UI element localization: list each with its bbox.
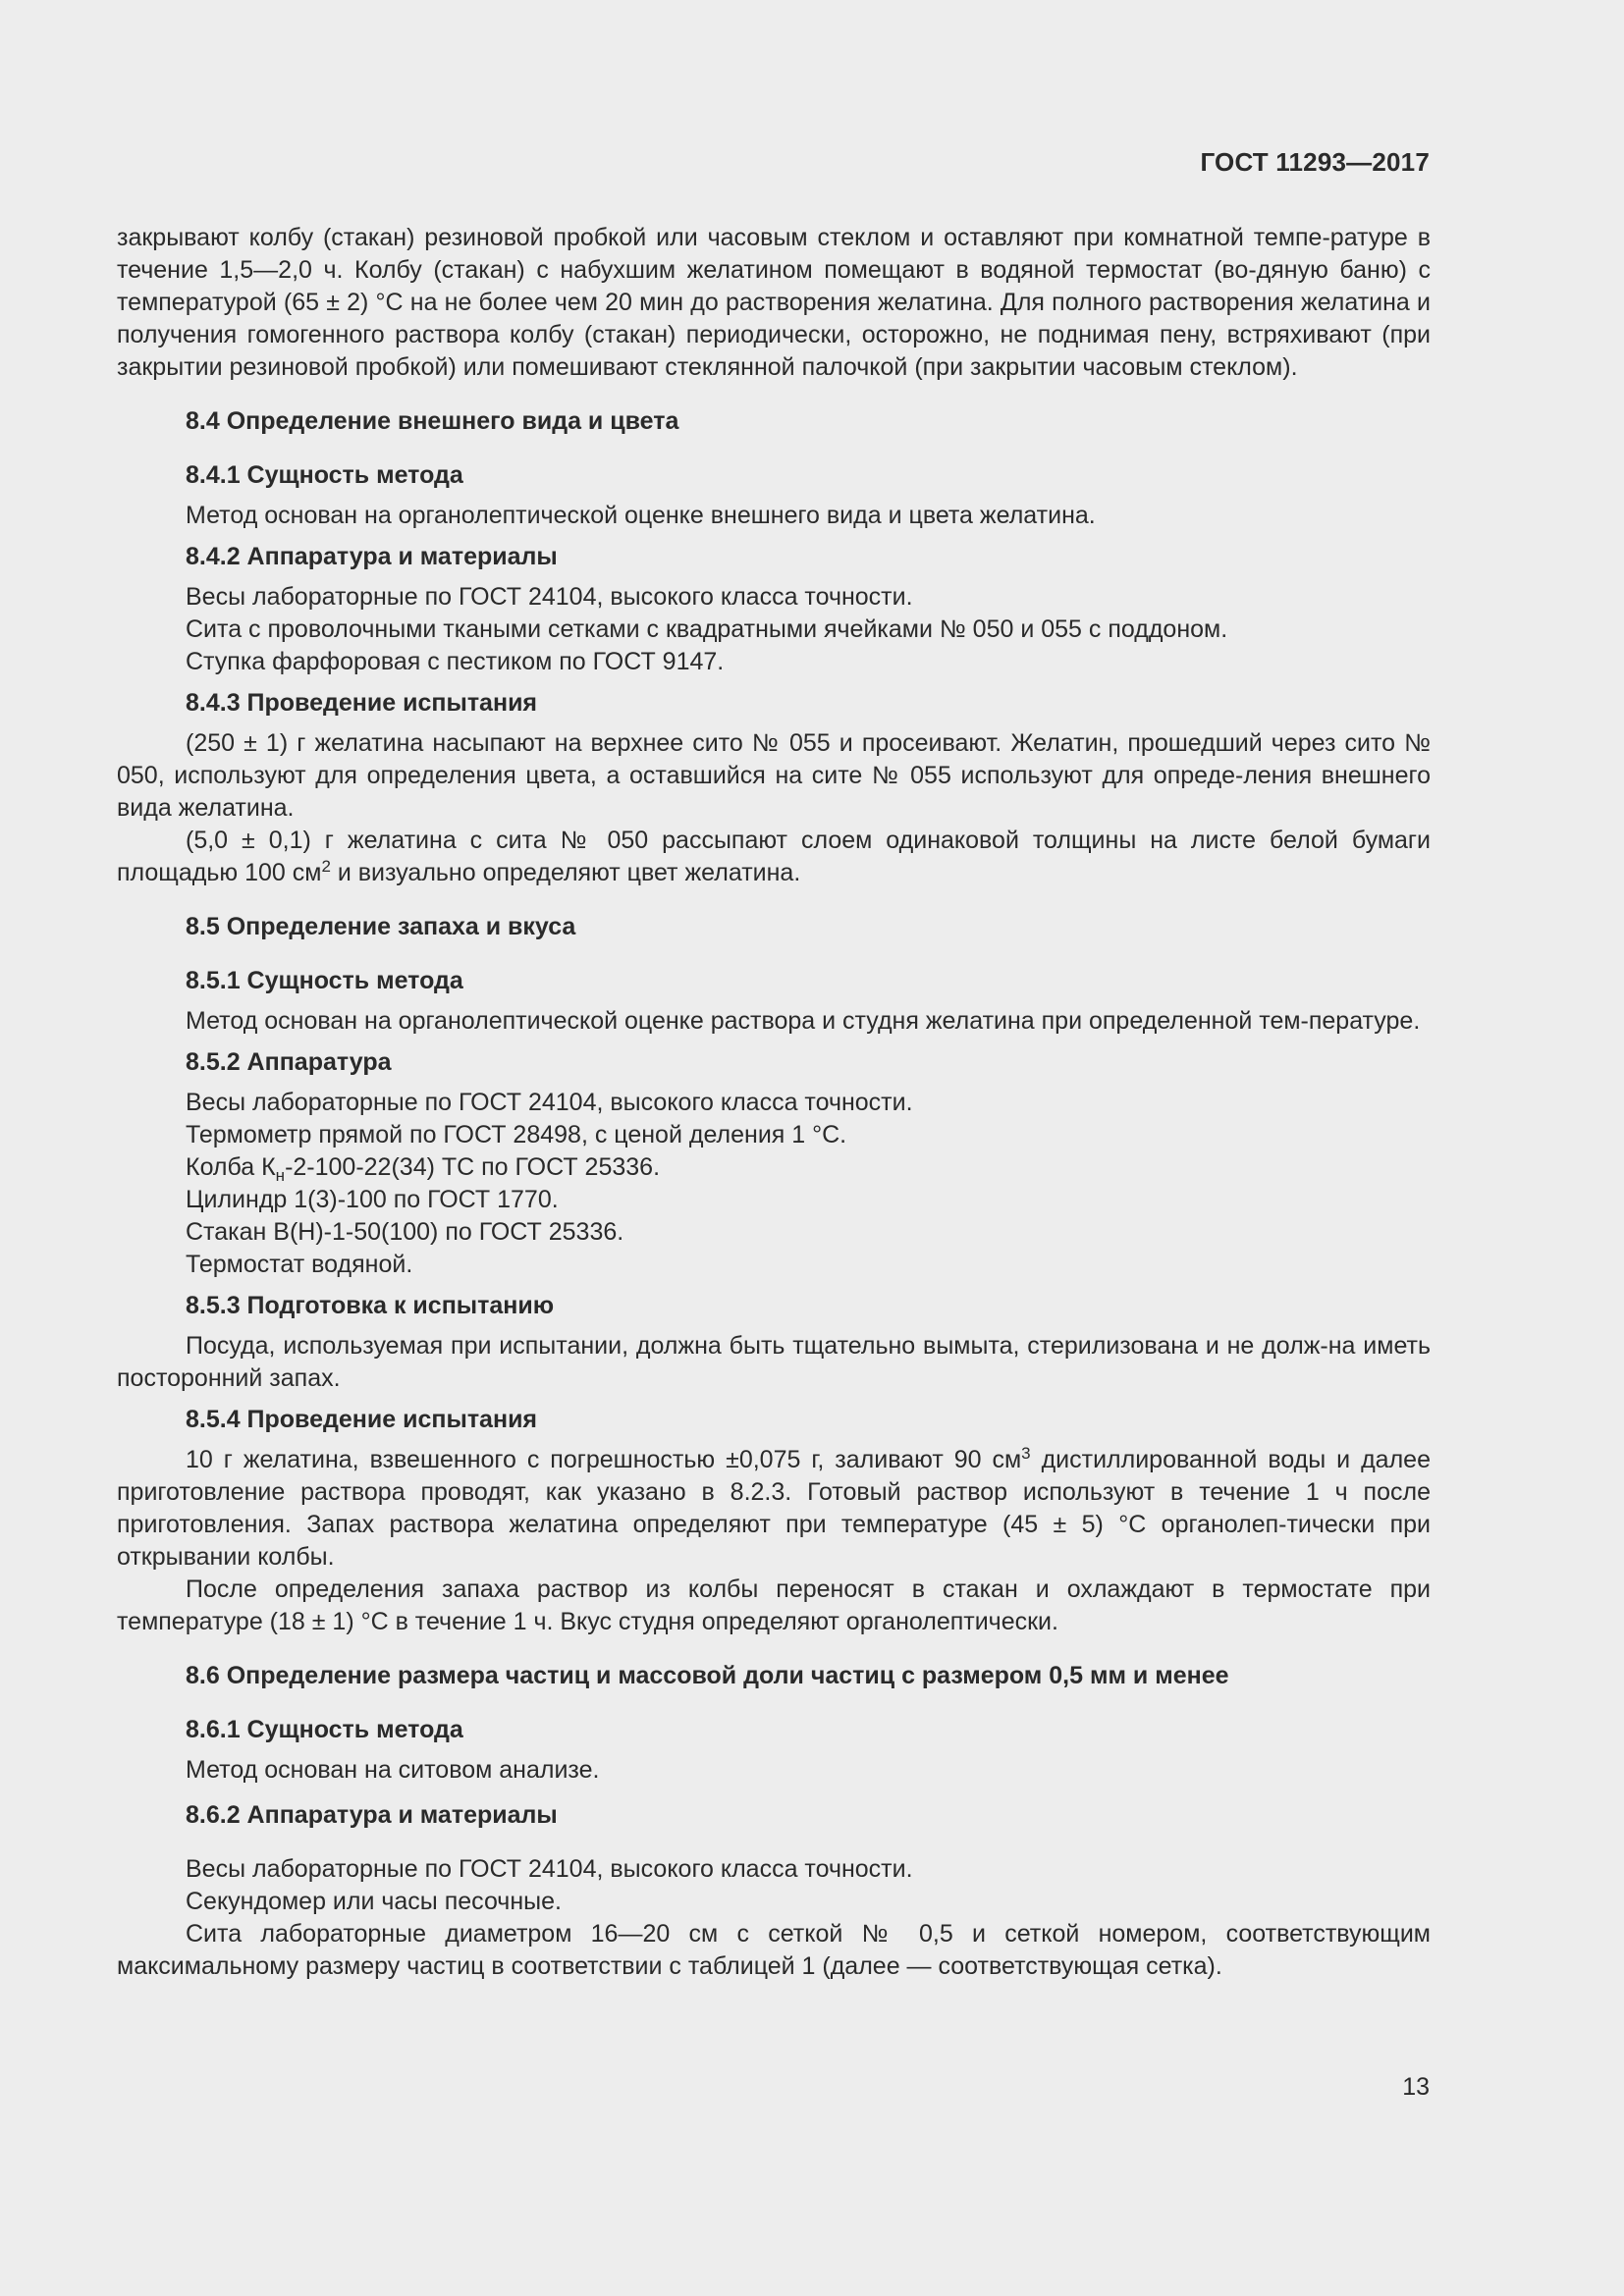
paragraph-8-4-3-b-text: (5,0 ± 0,1) г желатина с сита № 050 рассыпают слоем одинаковой толщины на листе белой бумаги площадью 100 см	[117, 827, 1431, 886]
heading-8-5-1: 8.5.1 Сущность метода	[186, 967, 463, 994]
superscript-3: 3	[1021, 1444, 1031, 1463]
heading-8-6-2: 8.6.2 Аппаратура и материалы	[186, 1801, 558, 1829]
paragraph-8-4-3-b	[117, 825, 1431, 889]
heading-8-5-2: 8.5.2 Аппаратура	[186, 1048, 392, 1076]
paragraph-intro: закрывают колбу (стакан) резиновой пробкой или часовым стеклом и оставляют при комнатной темпе-ратуре в течение 1,5—2,0 ч. Колбу (стакан) с набухшим желатином помещают в водяной термостат (во-дяную баню) с температурой (65 ± 2) °С на не более чем 20 мин до растворения желатина. Для полного растворения желатина и получения гомогенного раствора колбу (стакан) периодически, осторожно, не поднимая пену, встряхивают (при закрытии резиновой пробкой) или помешивают стеклянной палочкой (при закрытии часовым стеклом).	[117, 224, 1431, 381]
paragraph-8-5-4-a-tail: дистиллированной воды и далее приготовление раствора проводят, как указано в 8.2.3. Готовый раствор используют в течение 1 ч после приготовления. Запах раствора желатина определяют при температуре (45 ± 5) °С органолеп-тически при открывании колбы.	[117, 1446, 1431, 1571]
list-item-mortar: Ступка фарфоровая с пестиком по ГОСТ 9147.	[186, 648, 725, 675]
list-item-thermometer: Термометр прямой по ГОСТ 28498, с ценой деления 1 °С.	[186, 1121, 847, 1148]
list-item-scales-3: Весы лабораторные по ГОСТ 24104, высокого класса точности.	[186, 1855, 913, 1883]
paragraph-8-5-4-a-text: 10 г желатина, взвешенного с погрешностью ±0,075 г, заливают 90 см	[186, 1446, 1022, 1473]
paragraph-8-6-1: Метод основан на ситовом анализе.	[186, 1756, 600, 1784]
heading-8-4-2: 8.4.2 Аппаратура и материалы	[186, 543, 558, 570]
paragraph-8-4-1: Метод основан на органолептической оценке внешнего вида и цвета желатина.	[186, 502, 1096, 529]
paragraph-8-5-4-a	[117, 1444, 1431, 1574]
list-item-scales-2: Весы лабораторные по ГОСТ 24104, высокого класса точности.	[186, 1089, 913, 1116]
list-item-cylinder: Цилиндр 1(3)-100 по ГОСТ 1770.	[186, 1186, 559, 1213]
superscript-2: 2	[321, 857, 331, 876]
paragraph-8-4-3-a: (250 ± 1) г желатина насыпают на верхнее сито № 055 и просеивают. Желатин, прошедший через сито № 050, используют для определения цвета, а оставшийся на сите № 055 используют для опреде-ления внешнего вида желатина.	[117, 729, 1431, 822]
paragraph-8-4-3-b-tail: и визуально определяют цвет желатина.	[330, 859, 801, 886]
subscript-n: н	[275, 1166, 286, 1185]
list-item-thermostat: Термостат водяной.	[186, 1251, 413, 1278]
heading-8-4-3: 8.4.3 Проведение испытания	[186, 689, 538, 717]
list-item-flask-text: Колба К	[186, 1153, 276, 1181]
heading-8-5-3: 8.5.3 Подготовка к испытанию	[186, 1292, 555, 1319]
paragraph-8-5-1: Метод основан на органолептической оценке раствора и студня желатина при определенной тем-пературе.	[186, 1007, 1421, 1035]
heading-8-4-1: 8.4.1 Сущность метода	[186, 461, 463, 489]
list-item-flask	[117, 1151, 1431, 1184]
list-item-stopwatch: Секундомер или часы песочные.	[186, 1888, 562, 1915]
document-header: ГОСТ 11293—2017	[1200, 147, 1430, 177]
heading-8-5-4: 8.5.4 Проведение испытания	[186, 1406, 538, 1433]
paragraph-8-6-2-sieves: Сита лабораторные диаметром 16—20 см с сеткой № 0,5 и сеткой номером, соответствующим максимальному размеру частиц в соответствии с таблицей 1 (далее — соответствующая сетка).	[117, 1920, 1431, 1980]
page-number: 13	[1402, 2073, 1430, 2101]
list-item-sieves: Сита с проволочными ткаными сетками с квадратными ячейками № 050 и 055 с поддоном.	[186, 615, 1228, 643]
heading-8-4: 8.4 Определение внешнего вида и цвета	[186, 407, 679, 435]
heading-8-5: 8.5 Определение запаха и вкуса	[186, 913, 576, 940]
list-item-beaker: Стакан В(Н)-1-50(100) по ГОСТ 25336.	[186, 1218, 624, 1246]
paragraph-8-5-4-b: После определения запаха раствор из колбы переносят в стакан и охлаждают в термостате при температуре (18 ± 1) °С в течение 1 ч. Вкус студня определяют органолептически.	[117, 1575, 1431, 1635]
heading-8-6-1: 8.6.1 Сущность метода	[186, 1716, 463, 1743]
list-item-flask-tail: -2-100-22(34) ТС по ГОСТ 25336.	[285, 1153, 661, 1181]
heading-8-6: 8.6 Определение размера частиц и массовой доли частиц с размером 0,5 мм и менее	[186, 1662, 1229, 1689]
paragraph-8-5-3: Посуда, используемая при испытании, должна быть тщательно вымыта, стерилизована и не долж-на иметь посторонний запах.	[117, 1332, 1431, 1392]
document-body	[117, 222, 1431, 1983]
list-item-scales: Весы лабораторные по ГОСТ 24104, высокого класса точности.	[186, 583, 913, 611]
